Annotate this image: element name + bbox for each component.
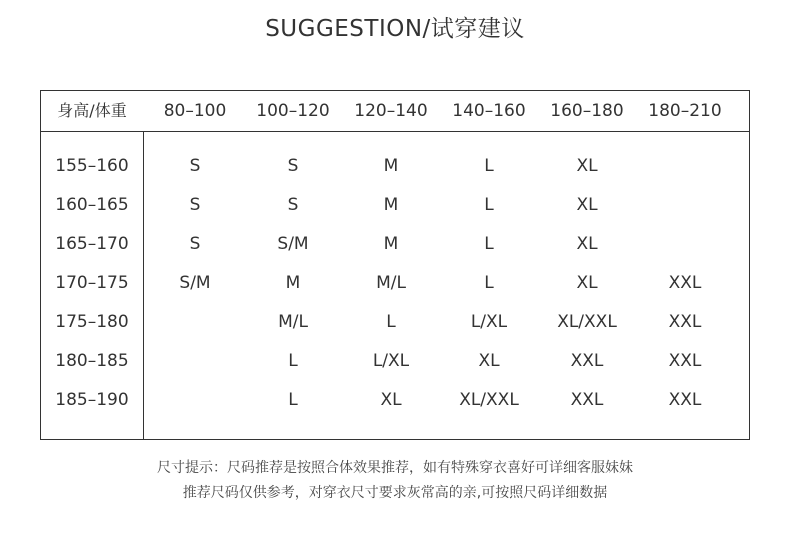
size-cell: XXL	[668, 390, 702, 410]
size-cell: M/L	[376, 273, 406, 293]
size-cell: S	[287, 156, 299, 176]
corner-label: 身高/体重	[57, 101, 127, 120]
size-cell: XXL	[668, 273, 702, 293]
size-cell: S/M	[179, 273, 211, 293]
size-cell: L	[484, 156, 494, 176]
size-cell: XL/XXL	[557, 312, 617, 332]
size-cell: S	[189, 195, 201, 215]
column-header: 160–180	[550, 101, 624, 121]
row-label: 180–185	[55, 351, 129, 371]
size-cell: L	[484, 234, 494, 254]
size-cell: XL	[576, 156, 598, 176]
size-cell: XL	[576, 234, 598, 254]
row-label: 155–160	[55, 156, 129, 176]
size-note-line-1: 尺寸提示：尺码推荐是按照合体效果推荐，如有特殊穿衣喜好可详细客服妹妹	[157, 460, 633, 476]
row-label: 175–180	[55, 312, 129, 332]
size-cell: S/M	[277, 234, 309, 254]
size-cell: M	[383, 156, 399, 176]
size-cell: S	[189, 234, 201, 254]
size-cell: S	[287, 195, 299, 215]
column-header: 100–120	[256, 101, 330, 121]
table-header-row	[41, 91, 749, 132]
size-cell: M/L	[278, 312, 308, 332]
size-cell: L	[484, 273, 494, 293]
size-cell: XL	[478, 351, 500, 371]
column-header: 180–210	[648, 101, 722, 121]
size-cell: XL/XXL	[459, 390, 519, 410]
size-cell: XXL	[668, 351, 702, 371]
size-cell: L/XL	[372, 351, 410, 371]
column-header: 80–100	[163, 101, 227, 121]
size-table	[40, 90, 750, 440]
size-cell: M	[285, 273, 301, 293]
size-cell: M	[383, 234, 399, 254]
size-cell: M	[383, 195, 399, 215]
size-note-line-2: 推荐尺码仅供参考，对穿衣尺寸要求灰常高的亲,可按照尺码详细数据	[182, 485, 608, 501]
size-cell: L	[288, 351, 298, 371]
row-label: 185–190	[55, 390, 129, 410]
column-header: 140–160	[452, 101, 526, 121]
size-cell: XL	[380, 390, 402, 410]
row-label: 170–175	[55, 273, 129, 293]
page-title: SUGGESTION/试穿建议	[265, 16, 525, 42]
column-divider	[143, 131, 144, 440]
size-cell: XXL	[570, 351, 604, 371]
size-cell: L/XL	[470, 312, 508, 332]
size-cell: L	[484, 195, 494, 215]
column-header: 120–140	[354, 101, 428, 121]
size-cell: S	[189, 156, 201, 176]
size-cell: XXL	[570, 390, 604, 410]
size-cell: L	[288, 390, 298, 410]
size-cell: L	[386, 312, 396, 332]
size-cell: XL	[576, 273, 598, 293]
size-cell: XL	[576, 195, 598, 215]
row-label: 160–165	[55, 195, 129, 215]
size-cell: XXL	[668, 312, 702, 332]
row-label: 165–170	[55, 234, 129, 254]
